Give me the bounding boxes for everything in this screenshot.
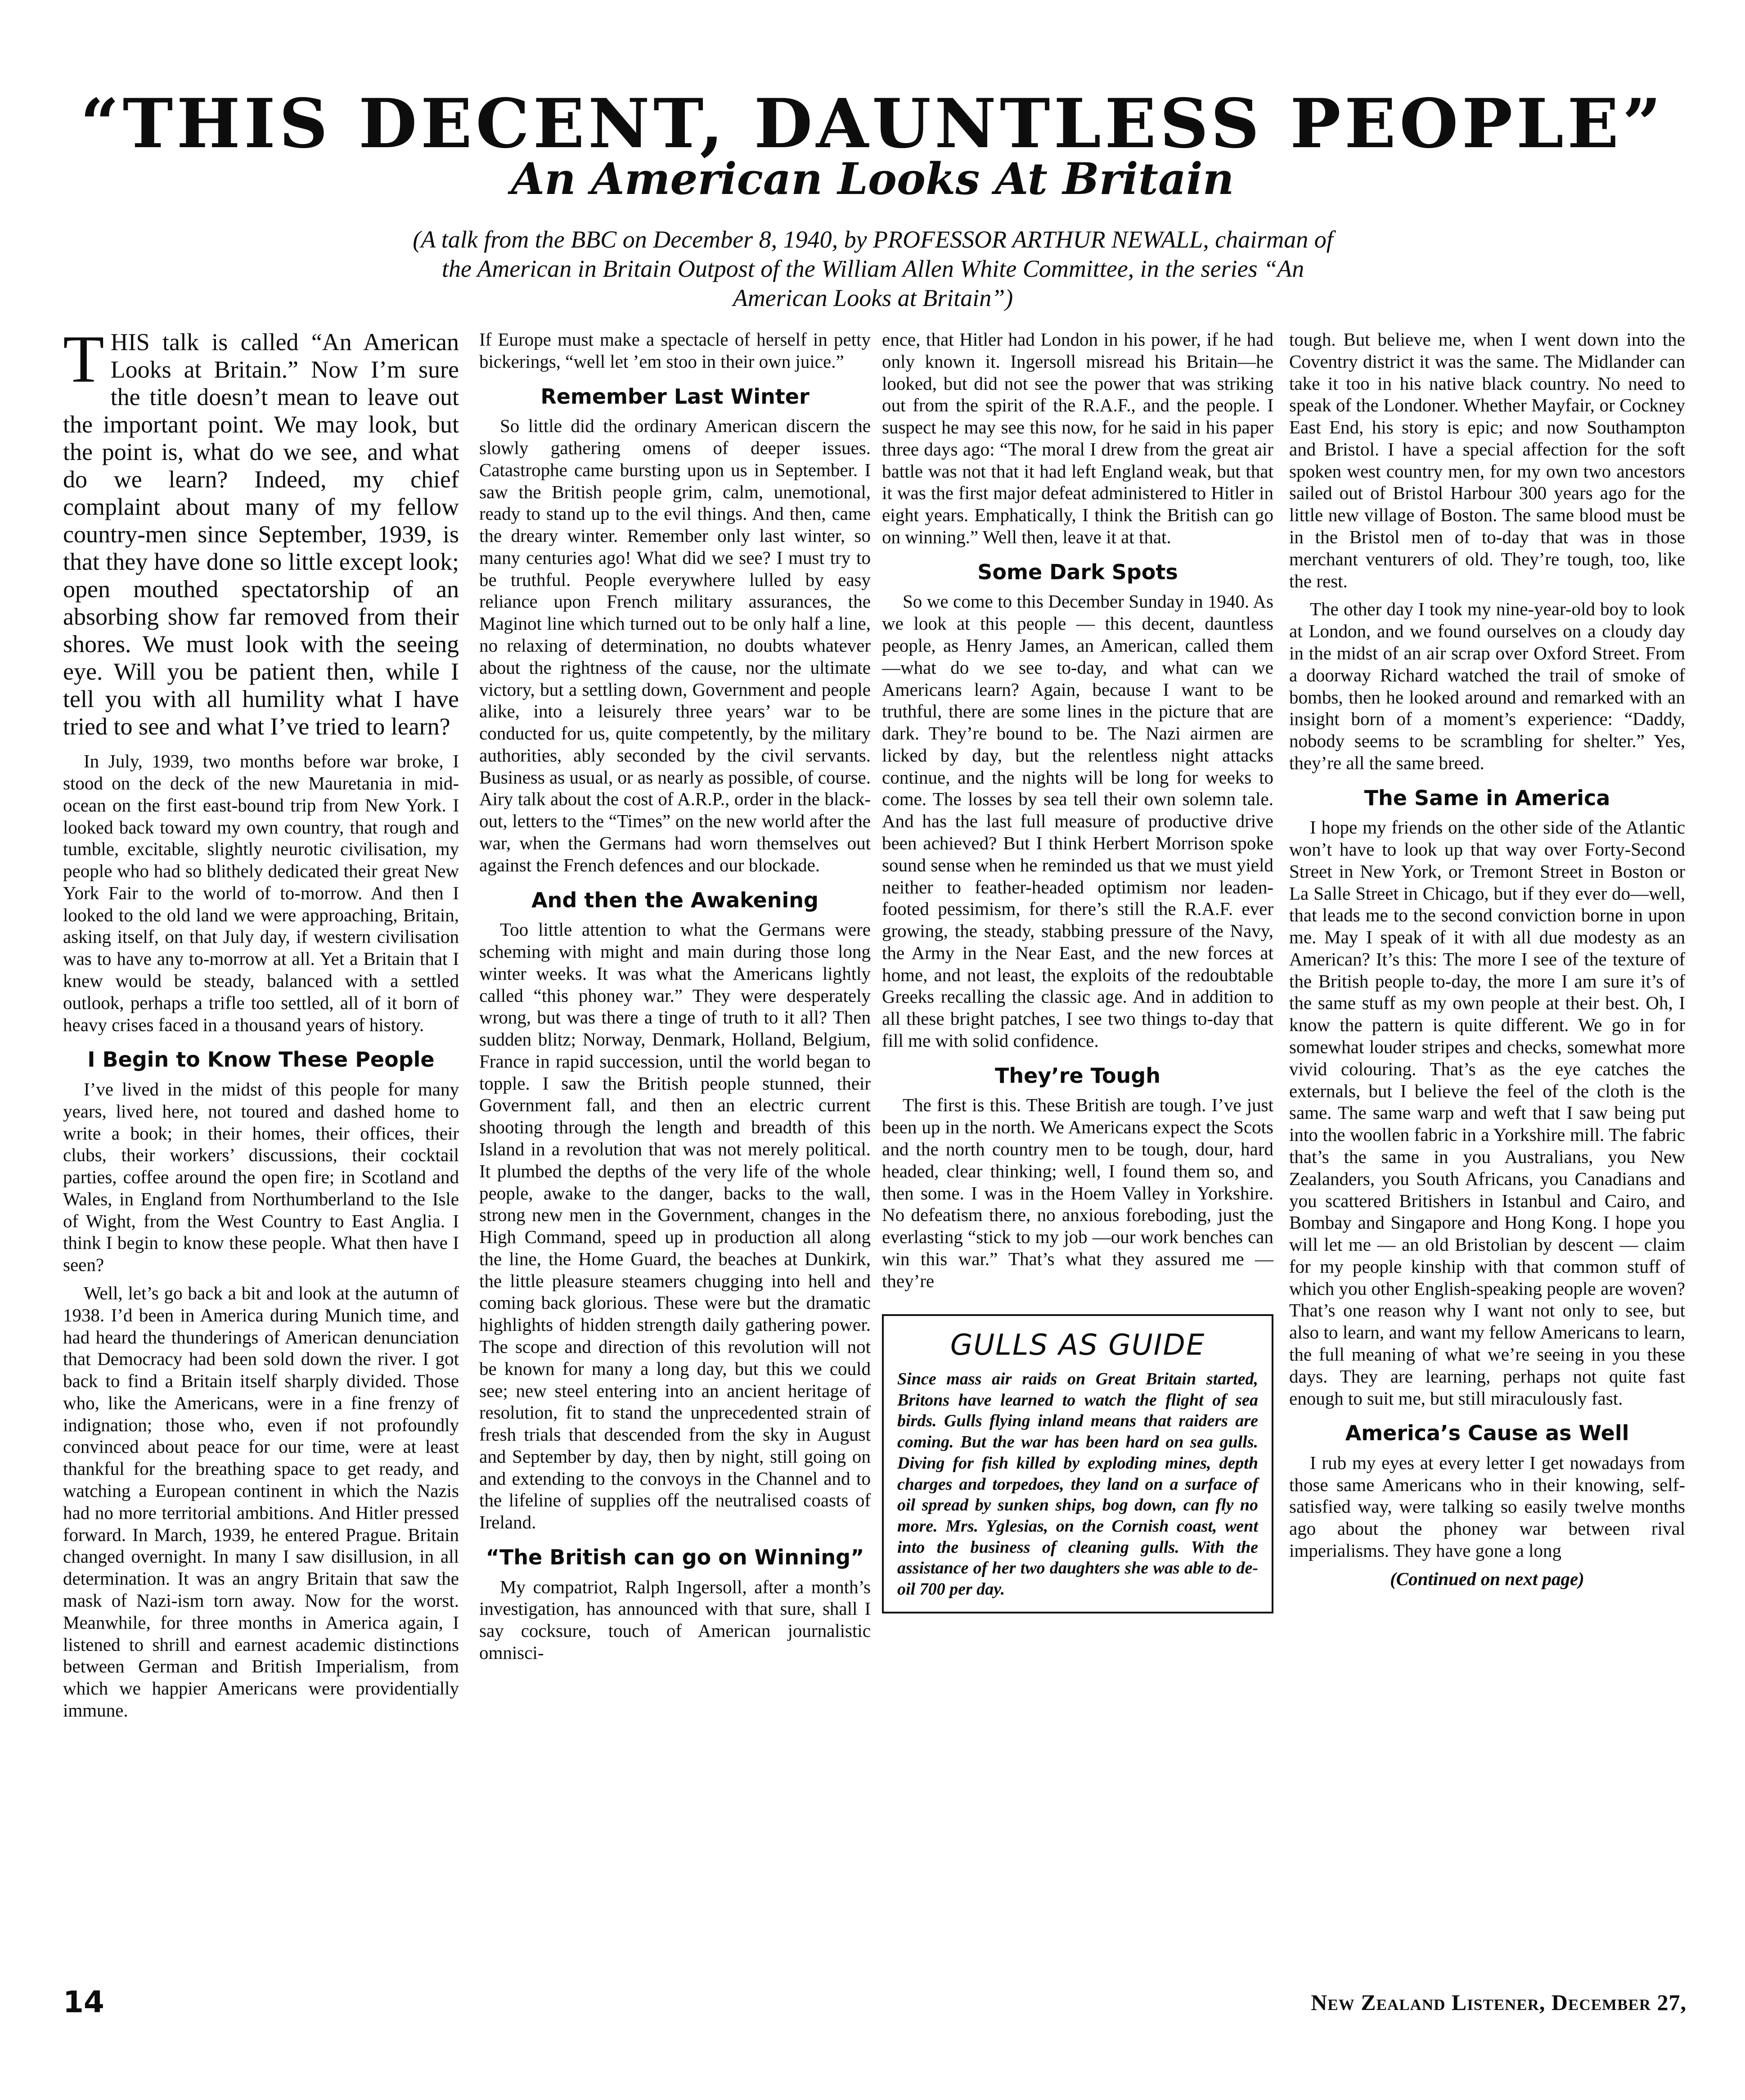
lead-text: HIS talk is called “An American Looks at Britain.” Now I’m sure the title doesn’t mean to leave out the important point. We may look, but the point is, what do we see, and what do we learn? Indeed, my chief complaint about many of my fellow country-men since September, 1939, is that they have done so little except look; open mouthed spectatorship of an absorbing show far removed from their shores. We must look with the seeing eye. Will you be patient then, while I tell you with all humility what I have tried to see and what I’ve tried to learn? [63,329,459,740]
section-heading: I Begin to Know These People [87,1047,435,1072]
section-heading: Some Dark Spots [977,559,1178,584]
section-heading: Remember Last Winter [540,384,810,409]
paragraph: ence, that Hitler had London in his power, if he had only known it. Ingersoll misread his Britain—he looked, but did not see the power that was striking out from the spirit of the R.A.F., and the people. I suspect he may see this now, for he said in his paper three days ago: “The moral I drew from the great air battle was not that it had left England weak, but that it was the first major defeat administered to Hitler in eight years. Emphatically, I think the British can go on winning.” Well then, leave it at that. [882,329,1273,548]
column-4 [1289,329,1685,1590]
paragraph: I’ve lived in the midst of this people for many years, lived here, not toured and dashed home to write a book; in their homes, their offices, their clubs, their workers’ discussions, their cocktail parties, coffee around the open fire; in Scotland and Wales, in England from Northumberland to the Isle of Wight, from the West Country to East Anglia. I think I begin to know these people. What then have I seen? [63,1078,459,1275]
column-1 [63,322,459,1728]
paragraph: So little did the ordinary American discern the slowly gathering omens of deeper issues. Catastrophe came bursting upon us in September. I saw the British people grim, calm, unemotional, ready to stand up to the evil things. And then, came the dreary winter. Remember only last winter, so many centuries ago! What did we see? I must try to be truthful. People everywhere lulled by easy reliance upon French military assurances, the Maginot line which turned out to be only half a line, no relaxing of determination, no doubts whatever about the rightness of the cause, nor the ultimate victory, but a settling down, Government and people alike, into a leisurely three years’ war to be conducted for us, quite competently, by the military authorities, ably seconded by the civil servants. Business as usual, or as nearly as possible, of course. Airy talk about the cost of A.R.P., order in the black-out, letters to the “Times” on the new world after the war, when the Germans had worn themselves out against the French defences and our blockade. [479,415,871,875]
sidebar-box [882,1314,1273,1613]
paragraph: My compatriot, Ralph Ingersoll, after a month’s investigation, has announced with that sure, shall I say cocksure, touch of American journalistic omnisci- [479,1576,871,1663]
article-subtitle: An American Looks At Britain [511,153,1234,204]
page-number: 14 [63,1985,104,2019]
paragraph: If Europe must make a spectacle of herself in petty bickerings, “well let ’em stoo in their own juice.” [479,329,871,372]
paragraph: So we come to this December Sunday in 1940. As we look at this people — this decent, dauntless people, as Henry James, an American, called them —what do we see to-day, and what can we Americans learn? Again, because I want to be truthful, there are some lines in the picture that are dark. They’re bound to be. The Nazi airmen are licked by day, but the relentless night attacks continue, and the nights will be long for weeks to come. The losses by sea tell their own solemn tale. And has the last full measure of productive drive been achieved? But I think Herbert Morrison spoke sound sense when he reminded us that we must yield neither to feather-headed optimism nor leaden-footed pessimism, for there’s still the R.A.F. ever growing, the steady, stabbing pressure of the Navy, the Army in the Near East, and the new forces at home, and not least, the exploits of the redoubtable Greeks recalling the classic age. And in addition to all these bright patches, I see two things to-day that fill me with solid confidence. [882,591,1273,1051]
article-title: “THIS DECENT, DAUNTLESS PEOPLE” [80,84,1665,163]
section-heading: And then the Awakening [531,888,819,912]
column-3 [882,329,1273,1613]
column-2 [479,329,871,1670]
section-heading: The Same in America [1364,785,1610,810]
paragraph: I rub my eyes at every letter I get nowadays from those same Americans who in their knowing, self-satisfied way, were talking so easily twelve months ago about the phoney war between rival imperialisms. They have gone a long [1289,1452,1685,1561]
paragraph: Well, let’s go back a bit and look at the autumn of 1938. I’d been in America during Munich time, and had heard the thunderings of American denunciation that Democracy had been sold down the river. I got back to find a Britain itself sharply divided. Those who, like the Americans, were in a fine frenzy of indignation; those who, even if not profoundly convinced about peace for our time, were at least thankful for the breathing space to get ready, and watching a European continent in which the Nazis had no more territorial ambitions. And Hitler pressed forward. In March, 1939, he entered Prague. Britain changed overnight. In many I saw disillusion, in all determination. It was an angry Britain that saw the mask of Nazi-ism torn away. Now for the worst. Meanwhile, for three months in America again, I listened to shrill and earnest academic distinctions between German and British Imperialism, from which we happier Americans were providentially immune. [63,1283,459,1721]
paragraph: The first is this. These British are tough. I’ve just been up in the north. We Americans expect the Scots and the north country men to be tough, dour, hard headed, clear thinking; well, I found them so, and then some. I was in the Hoem Valley in Yorkshire. No defeatism there, no anxious foreboding, just the everlasting “stick to my job —our work benches can win this war.” That’s what they assured me — they’re [882,1095,1273,1291]
paragraph: tough. But believe me, when I went down into the Coventry district it was the same. The Midlander can take it too in his native black country. No need to speak of the Londoner. Whether Mayfair, or Cockney East End, his story is epic; and now Southampton and Bristol. I have a special affection for the soft spoken west country men, for my own two ancestors sailed out of Bristol Harbour 300 years ago for the little new village of Boston. The same blood must be in the Bristol men of to-day that was in those merchant venturers of old. They’re tough, too, like the rest. [1289,329,1685,591]
paragraph: In July, 1939, two months before war broke, I stood on the deck of the new Mauretania in mid-ocean on the first east-bound trip from New York. I looked back toward my own country, that rough and tumble, excitable, slightly neurotic civilisation, my people who had so blithely dedicated their great New York Fair to the world of to-morrow. And then I looked to the old land we were approaching, Britain, asking itself, on that July day, if western civilisation was to have any to-morrow at all. Yet a Britain that I knew would be steady, balanced with a settled outlook, perhaps a trifle too settled, all of it born of heavy crises faced in a thousand years of history. [63,751,459,1035]
paragraph: The other day I took my nine-year-old boy to look at London, and we found ourselves on a cloudy day in the midst of an air scrap over Oxford Street. From a doorway Richard watched the trail of smoke of bombs, then he looked around and remarked with an insight born of a moment’s experience: “Daddy, nobody seems to be scrambling for shelter.” Yes, they’re all the same breed. [1289,599,1685,773]
continued-note: (Continued on next page) [1390,1568,1584,1589]
box-body: Since mass air raids on Great Britain started, Britons have learned to watch the flight of sea birds. Gulls flying inland means that raiders are coming. But the war has been hard on sea gulls. Diving for fish killed by exploding mines, depth charges and torpedoes, they land on a surface of oil spread by sunken ships, bog down, can fly no more. Mrs. Yglesias, on the Cornish coast, went into the business of cleaning gulls. With the assistance of her two daughters she was able to de-oil 700 per day. [897,1369,1258,1599]
lead-paragraph [63,322,459,740]
drop-cap: T [63,322,104,397]
paragraph: Too little attention to what the Germans were scheming with might and main during those long winter weeks. It was what the Americans lightly called “this phoney war.” They were desperately wrong, but was there a tinge of truth to it all? Then sudden blitz; Norway, Denmark, Holland, Belgium, France in rapid succession, until the world began to topple. I saw the British people stunned, their Government fall, and then an electric current shooting through the length and breadth of this Island in a revolution that was not merely political. It plumbed the depths of the very life of the whole people, awake to the danger, backs to the wall, strong new men in the Government, changes in the High Command, speed up in production all along the line, the Home Guard, the beaches at Dunkirk, the little pleasure steamers chugging into hell and coming back glorious. These were but the dramatic highlights of hidden strength daily gathering power. The scope and direction of this revolution will not be known for many a long day, but this we could see; new steel entering into an ancient heritage of resolution, fit to stand the unprecedented strain of fresh trials that descended from the sky in August and September by day, then by night, still going on and extending to the convoys in the Channel and to the lifeline of supplies off the neutralised coasts of Ireland. [479,919,871,1533]
section-heading: They’re Tough [995,1063,1160,1088]
box-title: GULLS AS GUIDE [950,1329,1205,1362]
article-intro: (A talk from the BBC on December 8, 1940, by PROFESSOR ARTHUR NEWALL, chairman of the American in Britain Outpost of the William Allen White Committee, in the series “An American Looks at Britain”) [413,226,1333,311]
section-heading: America’s Cause as Well [1345,1421,1629,1446]
section-heading: “The British can go on Winning” [486,1545,864,1570]
publication-footer: New Zealand Listener, December 27, [1311,1990,1687,2015]
paragraph: I hope my friends on the other side of the Atlantic won’t have to look up that way over Forty-Second Street in New York, or Tremont Street in Boston or La Salle Street in Chicago, but if they ever do—well, that leads me to the second conviction borne in upon me. May I speak of it with all due modesty as an American? It’s this: The more I see of the texture of the British people to-day, the more I am sure it’s of the same stuff as my own people at their best. Oh, I know the pattern is quite different. We go in for somewhat louder stripes and checks, somewhat more vivid colouring. That’s as the eye catches the externals, but I believe the feel of the cloth is the same. The same warp and weft that I saw being put into the woollen fabric in a Yorkshire mill. The fabric that’s the same in you Australians, you New Zealanders, you South Africans, you Canadians and you scattered Britishers in Istanbul and Cairo, and Bombay and Singapore and Hong Kong. I hope you will let me — an old Bristolian by descent — claim for my people kinship with that common stuff of which you other English-speaking people are woven? That’s one reason why I want not only to see, but also to learn, and want my fellow Americans to learn, the full meaning of what we’re seeing in you these days. They are learning, perhaps not quite fast enough to suit me, but still miraculously fast. [1289,817,1685,1409]
